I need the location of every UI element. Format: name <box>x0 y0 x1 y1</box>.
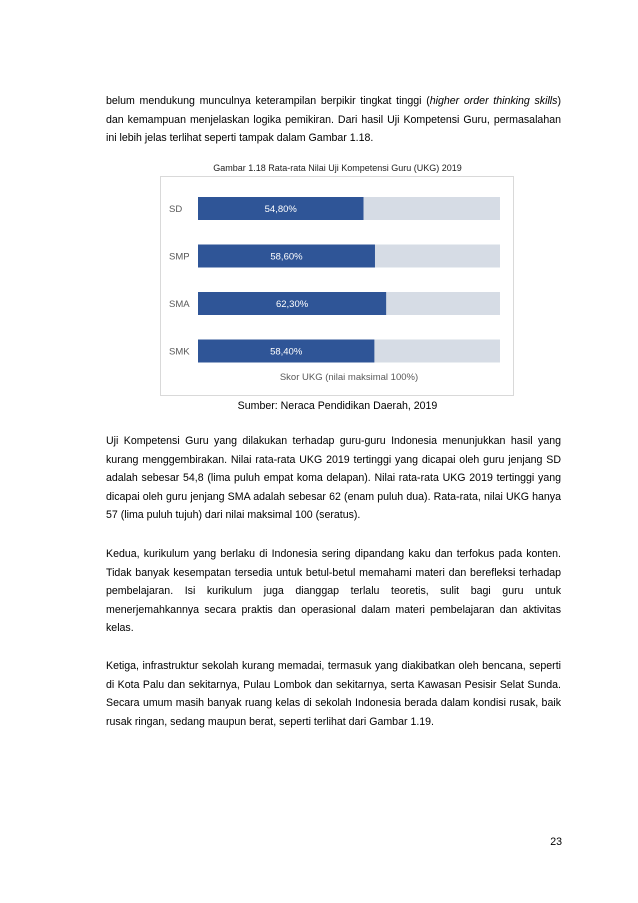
x-axis-label: Skor UKG (nilai maksimal 100%) <box>279 372 419 383</box>
ukg-bar-chart <box>160 176 514 396</box>
value-label-sd: 54,80% <box>264 204 297 215</box>
figure-caption: Gambar 1.18 Rata-rata Nilai Uji Kompetensi Guru (UKG) 2019 <box>213 163 462 173</box>
paragraph-ukg-results: Uji Kompetensi Guru yang dilakukan terhadap guru-guru Indonesia menunjukkan hasil yang kurang menggembirakan. Nilai rata-rata UKG 2019 tertinggi yang dicapai oleh guru jenjang SD adalah sebesar 54,8 (lima puluh empat koma delapan). Nilai rata-rata UKG 2019 tertinggi yang dicapai oleh guru jenjang SMA adalah sebesar 62 (enam puluh dua). Rata-rata, nilai UKG hanya 57 (lima puluh tujuh) dari nilai maksimal 100 (seratus). <box>106 435 561 522</box>
ukg-bar-chart-svg <box>161 177 513 395</box>
paragraph-intro-italic-term: higher order thinking skills <box>429 95 558 107</box>
paragraph-curriculum: Kedua, kurikulum yang berlaku di Indonesia sering dipandang kaku dan terfokus pada konten. Tidak banyak kesempatan tersedia untuk betul-betul memahami materi dan berefleksi terhadap pembelajaran. Isi kurikulum juga dianggap terlalu teoretis, sulit bagi guru untuk menerjemahkannya secara praktis dan operasional dalam materi pembelajaran dan aktivitas kelas. <box>106 548 561 635</box>
paragraph-intro-text-start: belum mendukung munculnya keterampilan berpikir tingkat tinggi ( <box>106 95 430 107</box>
figure-source: Sumber: Neraca Pendidikan Daerah, 2019 <box>237 400 438 412</box>
category-label-sma: SMA <box>169 299 190 310</box>
category-label-sd: SD <box>169 204 183 215</box>
value-label-smp: 58,60% <box>270 251 303 263</box>
paragraph-intro-text-end: ) dan kemampuan menjelaskan logika pemikiran. Dari hasil Uji Kompetensi Guru, permasalahan ini lebih jelas terlihat seperti tampak dalam Gambar 1.18. <box>106 95 561 145</box>
category-label-smp: SMP <box>169 251 190 263</box>
page-number: 23 <box>550 836 562 848</box>
value-label-sma: 62,30% <box>275 299 309 310</box>
paragraph-infrastructure: Ketiga, infrastruktur sekolah kurang memadai, termasuk yang diakibatkan oleh bencana, seperti di Kota Palu dan sekitarnya, Pulau Lombok dan sekitarnya, serta Kawasan Pesisir Selat Sunda. Secara umum masih banyak ruang kelas di sekolah Indonesia berada dalam kondisi rusak, baik rusak ringan, sedang maupun berat, seperti terlihat dari Gambar 1.19. <box>106 660 561 728</box>
value-label-smk: 58,40% <box>270 346 303 358</box>
paragraph-intro <box>106 92 561 148</box>
category-label-smk: SMK <box>169 346 190 358</box>
